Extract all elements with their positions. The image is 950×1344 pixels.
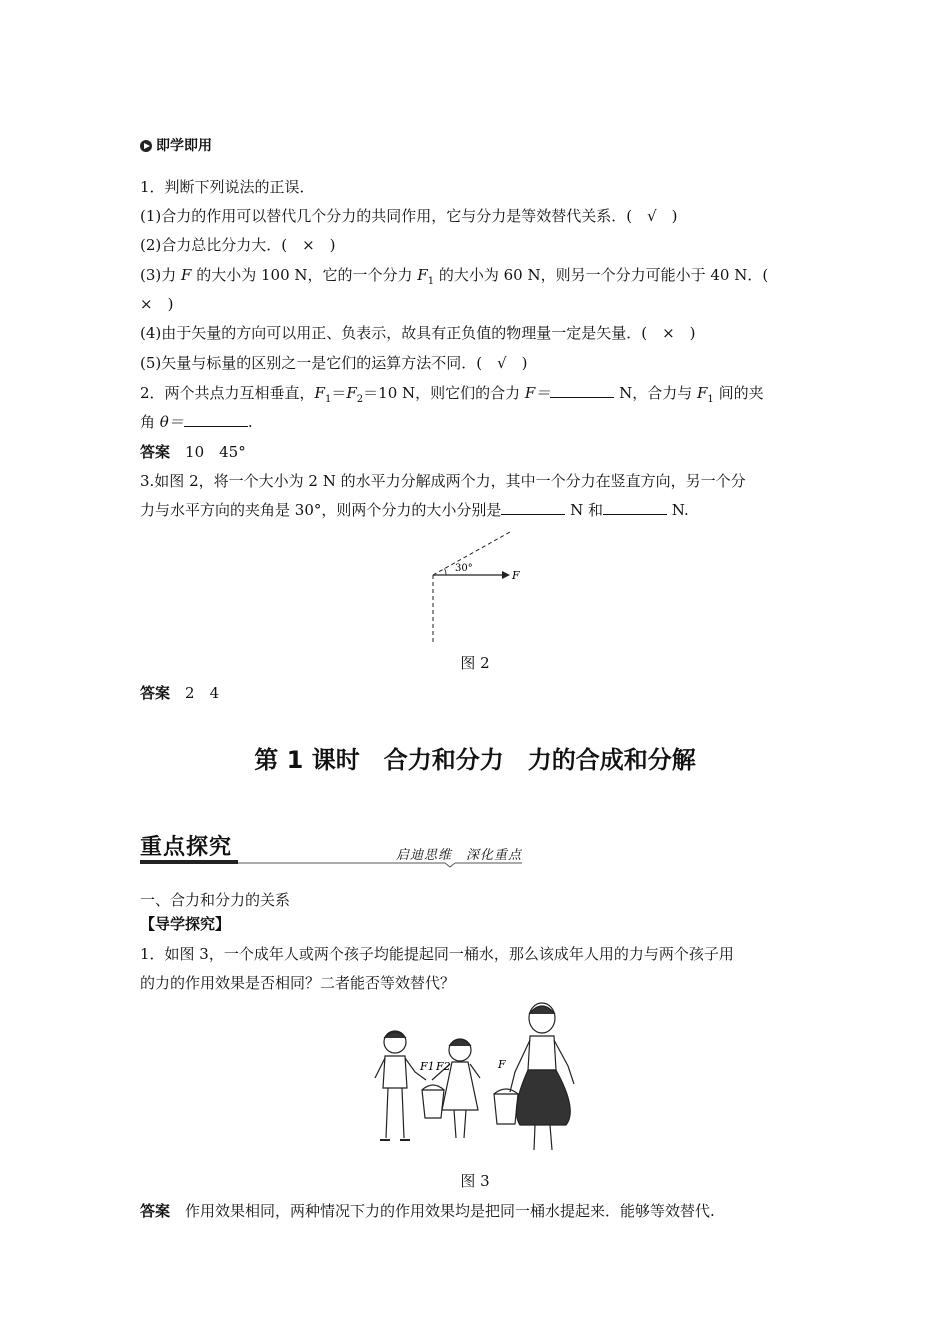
q4-line-1: 1．如图 3，一个成年人或两个孩子均能提起同一桶水，那么该成年人用的力与两个孩子用 bbox=[140, 945, 734, 963]
banner-subtitle: 启迪思维 深化重点 bbox=[395, 848, 522, 863]
q2-answer: 答案 10 45° bbox=[140, 443, 246, 461]
lesson-title: 第 1 课时 合力和分力 力的合成和分解 bbox=[254, 746, 696, 774]
answer-blank[interactable] bbox=[501, 500, 565, 515]
banner-title: 重点探究 bbox=[140, 835, 233, 860]
figure-2-caption: 图 2 bbox=[460, 654, 490, 672]
q1-statement-1: (1)合力的作用可以替代几个分力的共同作用，它与分力是等效替代关系．( √ ) bbox=[140, 207, 678, 225]
q2-line-1: 2．两个共点力互相垂直，$F_1=F_2=10$ N，则它们的合力 F＝ N，合力与 $F_1$ 间的夹 bbox=[140, 384, 764, 405]
guide-label: 【导学探究】 bbox=[140, 915, 231, 933]
q1-statement-3-cont: × ) bbox=[140, 295, 174, 313]
figure-2-diagram bbox=[420, 525, 530, 650]
q1-statement-5: (5)矢量与标量的区别之一是它们的运算方法不同．( √ ) bbox=[140, 354, 528, 372]
answer-blank[interactable] bbox=[603, 500, 667, 515]
force-f1-label: F1 bbox=[420, 1060, 435, 1073]
figure-3-caption: 图 3 bbox=[460, 1172, 490, 1190]
section-1-title: 一、合力和分力的关系 bbox=[140, 891, 291, 909]
q4-line-2: 的力的作用效果是否相同？二者能否等效替代？ bbox=[140, 974, 456, 992]
q3-line-2: 力与水平方向的夹角是 30°，则两个分力的大小分别是 N 和 N. bbox=[140, 501, 689, 519]
section-banner bbox=[140, 826, 522, 870]
figure-3-illustration bbox=[370, 1000, 590, 1160]
arrowhead-icon bbox=[502, 571, 510, 579]
bucket-2 bbox=[494, 1094, 518, 1124]
force-f-label: F bbox=[498, 1058, 506, 1071]
q4-answer: 答案 作用效果相同，两种情况下力的作用效果均是把同一桶水提起来．能够等效替代. bbox=[140, 1202, 715, 1220]
q1-stem: 1．判断下列说法的正误． bbox=[140, 178, 315, 196]
force-f2-label: F2 bbox=[436, 1060, 451, 1073]
q1-statement-3: (3)力 F 的大小为 100 N，它的一个分力 $F_1$ 的大小为 60 N，则另一个分力可能小于 40 N．( bbox=[140, 266, 769, 287]
angle-label: 30° bbox=[455, 563, 473, 574]
answer-blank[interactable] bbox=[184, 412, 248, 427]
q1-statement-2: (2)合力总比分力大．( × ) bbox=[140, 236, 336, 254]
q1-statement-4: (4)由于矢量的方向可以用正、负表示，故具有正负值的物理量一定是矢量．( × ) bbox=[140, 324, 696, 342]
q3-answer: 答案 2 4 bbox=[140, 684, 220, 702]
answer-blank[interactable] bbox=[550, 383, 614, 398]
bucket-1 bbox=[422, 1090, 444, 1118]
force-label: F bbox=[512, 569, 520, 582]
angle-arc bbox=[445, 569, 447, 576]
q3-line-1: 3.如图 2，将一个大小为 2 N 的水平力分解成两个力，其中一个分力在竖直方向，另一个分 bbox=[140, 472, 746, 490]
section-tag: 即学即用 bbox=[140, 135, 812, 158]
banner-underline bbox=[140, 858, 522, 868]
q2-line-2: 角 θ＝ . bbox=[140, 413, 253, 431]
play-circle-icon bbox=[140, 140, 152, 152]
